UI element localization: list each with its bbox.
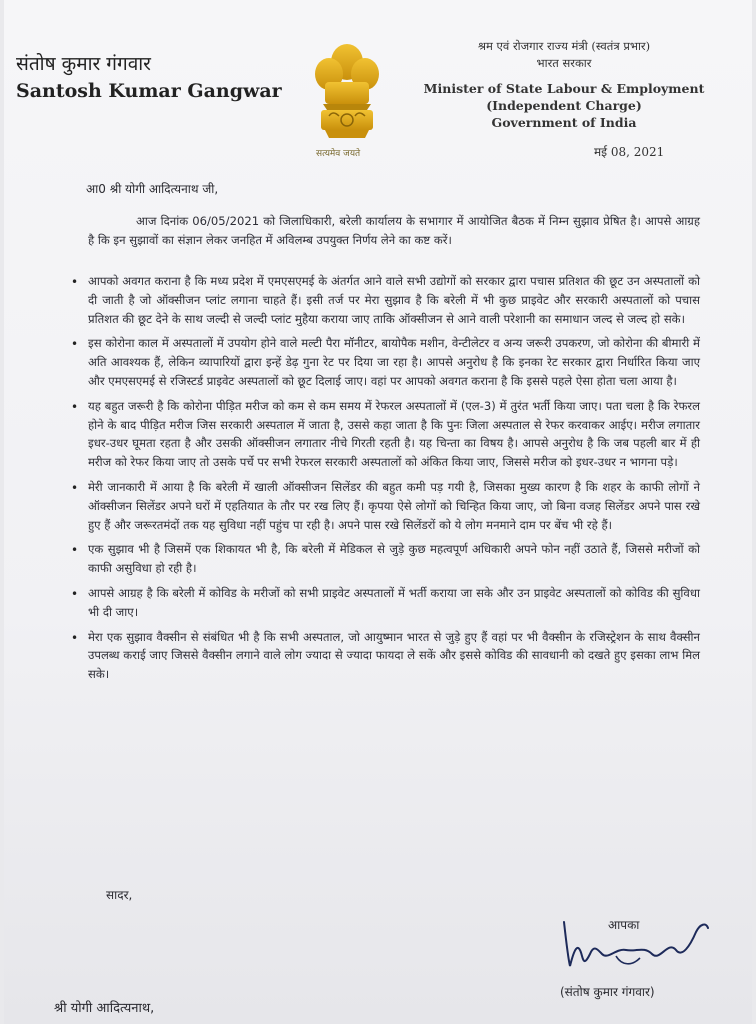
list-item-text: आपसे आग्रह है कि बरेली में कोविड के मरीजों को सभी प्राइवेट अस्पतालों में भर्ती कराया जा सके और उन प्राइवेट अस्पतालों को कोविड की सुविधा भी दी जाए। xyxy=(88,585,700,619)
list-item xyxy=(71,540,700,578)
signatory-name: (संतोष कुमार गंगवार) xyxy=(560,985,655,999)
list-item xyxy=(71,628,700,684)
addressee: श्री योगी आदित्यनाथ, xyxy=(54,1001,155,1016)
charge-english: (Independent Charge) xyxy=(486,98,642,113)
list-item xyxy=(71,584,700,622)
bullet-icon: • xyxy=(71,399,79,414)
signature-icon xyxy=(556,910,716,980)
list-item xyxy=(71,334,700,390)
government-hindi: भारत सरकार xyxy=(536,56,592,70)
sender-name-english: Santosh Kumar Gangwar xyxy=(16,80,282,102)
list-item-text: इस कोरोना काल में अस्पतालों में उपयोग होने वाले मल्टी पैरा मॉनीटर, बायोपैक मशीन, वेन्टीलेटर व अन्य जरूरी उपकरण, जो कोरोना की बीमारी में अति आवश्यक हैं, लेकिन व्यापारियों द्वारा इन्हें डेढ़ गुना रेट पर दिया जा रहा है। आपसे अनुरोध है कि इनका रेट सरकार द्वारा निर्धारित किया जाए और एमएसएमई से रजिस्टर्ड प्राइवेट अस्पतालों को छूट दिलाई जाए। वहां पर आपको अवगत कराना है कि इससे पहले ऐसा होता चला आया है। xyxy=(88,336,700,388)
letter-date: मई 08, 2021 xyxy=(594,145,665,159)
list-item xyxy=(71,397,700,472)
designation-english: Minister of State Labour & Employment xyxy=(423,81,705,96)
list-item-text: आपको अवगत कराना है कि मध्य प्रदेश में एमएसएमई के अंतर्गत आने वाले सभी उद्योगों को सरकार द्वारा पचास प्रतिशत की छूट उन अस्पतालों को दी जाती है जो ऑक्सीजन प्लांट लगाना चाहते हैं। इसी तर्ज पर मेरा सुझाव है कि बरेली में भी कुछ प्राइवेट और सरकारी अस्पतालों को पचास प्रतिशत की छूट देने के साथ जल्दी से जल्दी प्लांट मुहैया कराया जाए ताकि ऑक्सीजन से आने वाली परेशानी का समाधान जल्द से जल्द हो सके। xyxy=(88,274,700,326)
closing: सादर, xyxy=(106,888,133,902)
list-item xyxy=(71,272,700,328)
bullet-icon: • xyxy=(71,586,79,601)
bullet-icon: • xyxy=(71,480,79,495)
bullet-icon: • xyxy=(71,337,79,352)
signoff: आपका xyxy=(608,918,640,932)
government-english: Government of India xyxy=(491,115,637,130)
bullet-icon: • xyxy=(71,543,79,558)
sender-name-hindi: संतोष कुमार गंगवार xyxy=(16,53,151,75)
list-item-text: एक सुझाव भी है जिसमें एक शिकायत भी है, कि बरेली में मेडिकल से जुड़े कुछ महत्वपूर्ण अधिकारी अपने फोन नहीं उठाते हैं, जिससे मरीजों को काफी असुविधा हो रही है। xyxy=(88,542,700,576)
letter-page xyxy=(4,0,752,1024)
bullet-icon: • xyxy=(71,275,79,289)
bullet-icon: • xyxy=(71,630,79,645)
list-item xyxy=(71,478,700,534)
list-item-text: मेरी जानकारी में आया है कि बरेली में खाली ऑक्सीजन सिलेंडर की बहुत कमी पड़ गयी है, जिसका मुख्य कारण है कि शहर के काफी लोगों ने ऑक्सीजन सिलेंडर अपने घरों में एहतियात के तौर पर रख लिए हैं। कृपया ऐसे लोगों को चिन्हित किया जाए, जो बिना वजह सिलेंडर अपने पास रखे हुए हैं और जरूरतमंदों तक यह सुविधा नहीं पहुंच पा रही है। अपने पास रखे सिलेंडरों को ये लोग मनमाने दाम पर बेंच भी रहे हैं। xyxy=(88,479,700,532)
national-emblem-icon xyxy=(309,38,385,150)
salutation: आ0 श्री योगी आदित्यनाथ जी, xyxy=(86,182,219,196)
designation-block xyxy=(414,38,714,131)
designation-hindi: श्रम एवं रोजगार राज्य मंत्री (स्वतंत्र प्रभार) xyxy=(477,39,651,53)
intro-paragraph: आज दिनांक 06/05/2021 को जिलाधिकारी, बरेली कार्यालय के सभागार में आयोजित बैठक में निम्न सुझाव प्रेषित है। आपसे आग्रह है कि इन सुझावों का संज्ञान लेकर जनहित में अविलम्ब उपयुक्त निर्णय लेने का कष्ट करें। xyxy=(88,214,700,247)
list-item-text: मेरा एक सुझाव वैक्सीन से संबंधित भी है कि सभी अस्पताल, जो आयुष्मान भारत से जुड़े हुए हैं वहां पर भी वैक्सीन के रजिस्ट्रेशन के साथ वैक्सीन उपलब्ध कराई जाए जिससे वैक्सीन लगाने वाले लोग ज्यादा से ज्यादा फायदा ले सकें और इससे कोविड की सावधानी को दखते हुए इसका लाभ मिल सके। xyxy=(88,629,700,682)
list-item-text: यह बहुत जरूरी है कि कोरोना पीड़ित मरीज को कम से कम समय में रेफरल अस्पतालों में (एल-3) में तुरंत भर्ती किया जाए। पता चला है कि रेफरल होने के बाद पीड़ित मरीज जिस सरकारी अस्पताल में जाता है, उससे कहा जाता है कि पुनः जिला अस्पताल से रेफर करवाकर आईए। मरीज लगातार इधर-उधर घूमता रहता है और उसकी ऑक्सीजन लगातार नीचे गिरती रहती है। यह चिन्ता का विषय है। आपसे अनुरोध है कि जब पहली बार में ही मरीज को रेफर किया जाए तो उसके पर्चे पर सभी रेफरल सरकारी अस्पतालों को अंकित किया जाए, जिससे मरीज को इधर-उधर न भागना पड़े। xyxy=(88,398,700,470)
suggestion-list xyxy=(71,272,700,690)
emblem-motto: सत्यमेव जयते xyxy=(316,149,361,159)
